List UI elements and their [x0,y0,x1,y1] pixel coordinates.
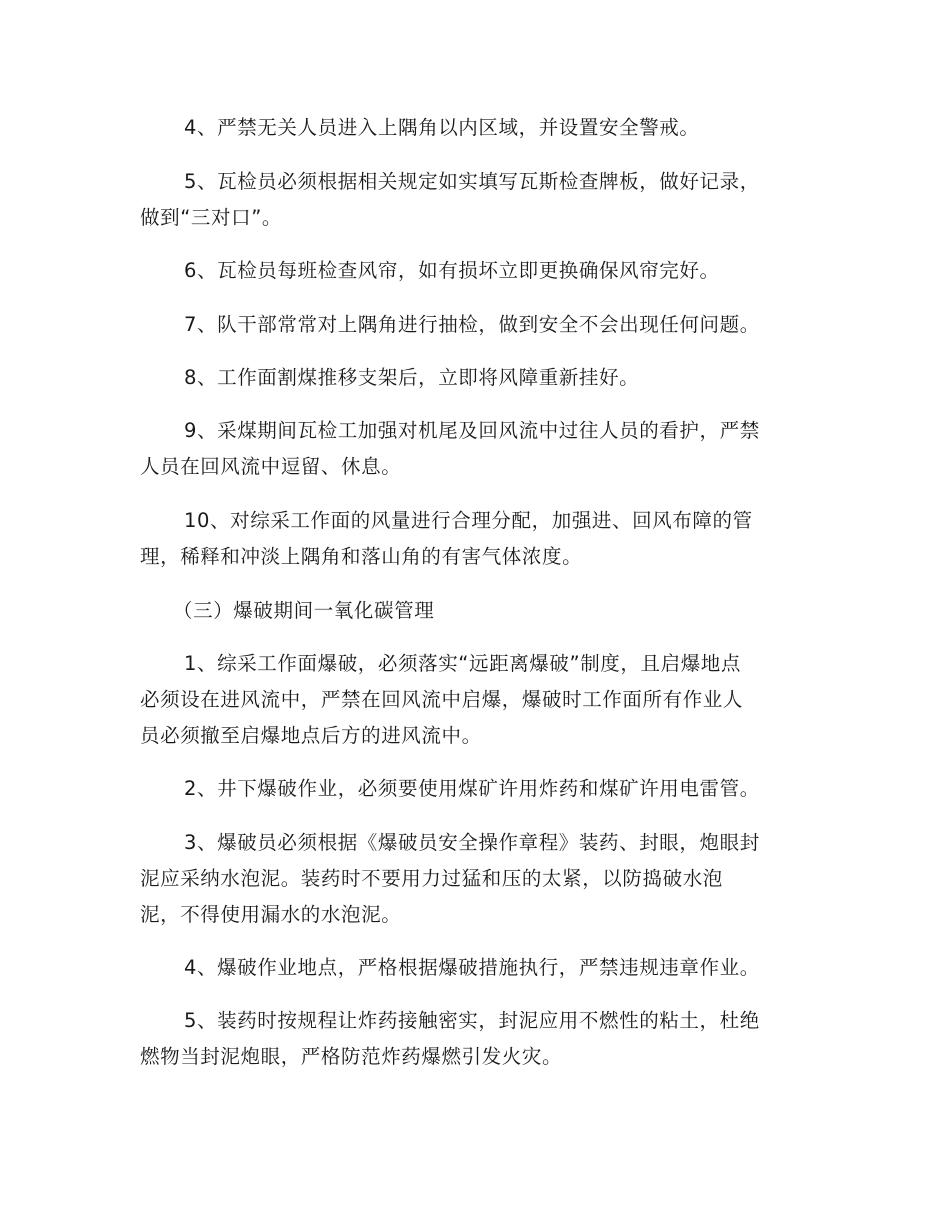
paragraph-line: 泥，不得使用漏水的水泡泥。 [140,903,402,926]
paragraph-item-6 [140,253,805,289]
paragraph-line: 5、瓦检员必须根据相关规定如实填写瓦斯检查牌板，做好记录， [184,170,760,193]
paragraph-line: 必须设在进风流中，严禁在回风流中启爆，爆破时工作面所有作业人 [140,688,744,711]
paragraph-blast-1 [140,646,805,754]
paragraph-line: 9、采煤期间瓦检工加强对机尾及回风流中过往人员的看护，严禁 [184,419,760,442]
paragraph-line: 做到“三对口”。 [140,206,283,229]
paragraph-item-5 [140,164,805,236]
paragraph-line: 2、井下爆破作业，必须要使用煤矿许用炸药和煤矿许用电雷管。 [184,777,760,800]
paragraph-blast-2 [140,771,805,807]
paragraph-line: 4、严禁无关人员进入上隅角以内区域，并设置安全警戒。 [184,116,700,139]
paragraph-line: 泥应采纳水泡泥。装药时不要用力过猛和压的太紧，以防捣破水泡 [140,867,723,890]
paragraph-line: 4、爆破作业地点，严格根据爆破措施执行，严禁违规违章作业。 [184,956,760,979]
paragraph-blast-5 [140,1003,805,1075]
paragraph-item-4 [140,110,805,146]
paragraph-line: 人员在回风流中逗留、休息。 [140,455,402,478]
paragraph-line: 理，稀释和冲淡上隅角和落山角的有害气体浓度。 [140,545,583,568]
paragraph-line: 8、工作面割煤推移支架后，立即将风障重新挂好。 [184,366,640,389]
paragraph-line: 1、综采工作面爆破，必须落实“远距离爆破”制度，且启爆地点 [184,652,742,675]
paragraph-item-8 [140,360,805,396]
paragraph-line: 6、瓦检员每班检查风帘，如有损坏立即更换确保风帘完好。 [184,259,720,282]
paragraph-line: 燃物当封泥炮眼，严格防范炸药爆燃引发火灾。 [140,1045,563,1068]
paragraph-line: 5、装药时按规程让炸药接触密实，封泥应用不燃性的粘土，杜绝 [184,1009,760,1032]
section-heading [140,593,805,629]
paragraph-blast-3 [140,825,805,933]
paragraph-line: 员必须撤至启爆地点后方的进风流中。 [140,724,482,747]
paragraph-item-9 [140,413,805,485]
paragraph-line: 7、队干部常常对上隅角进行抽检，做到安全不会出现任何问题。 [184,313,760,336]
paragraph-item-7 [140,307,805,343]
paragraph-line: 10、对综采工作面的风量进行合理分配，加强进、回风布障的管 [184,509,753,532]
paragraph-item-10 [140,503,805,575]
section-heading-text: （三）爆破期间一氧化碳管理 [173,599,435,622]
paragraph-blast-4 [140,950,805,986]
paragraph-line: 3、爆破员必须根据《爆破员安全操作章程》装药、封眼，炮眼封 [184,831,760,854]
